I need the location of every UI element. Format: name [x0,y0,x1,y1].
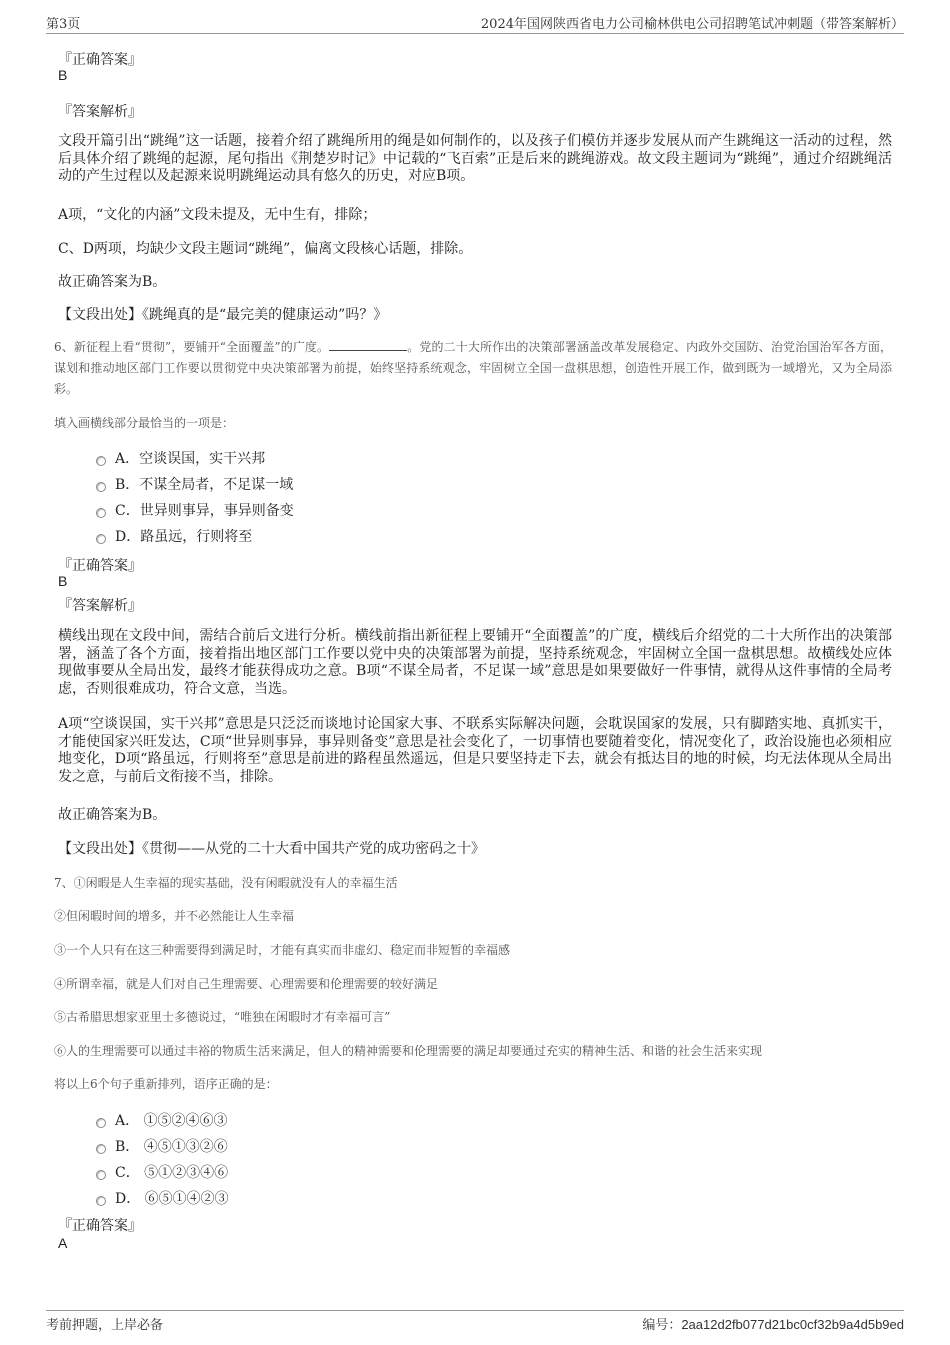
question-7-sentence: ⑥人的生理需要可以通过丰裕的物质生活来满足，但人的精神需要和伦理需要的满足却要通过充实的精神生活、和谐的社会生活来实现 [54,1044,763,1058]
option-c[interactable]: C．世异则事异，事异则备变 [115,503,294,519]
question-7-sentence: ③一个人只有在这三种需要得到满足时，才能有真实而非虚幻、稳定而非短暂的幸福感 [54,943,511,957]
option-b[interactable]: B．不谋全局者，不足谋一域 [115,477,294,493]
analysis-label: 『答案解析』 [58,104,142,120]
footer-divider [46,1310,904,1311]
analysis-label: 『答案解析』 [58,598,142,614]
analysis-paragraph: A项，“文化的内涵”文段未提及，无中生有，排除； [58,207,377,223]
document-code-value: 2aa12d2fb077d21bc0cf32b9a4d5b9ed [681,1317,904,1332]
page-number: 第3页 [46,17,81,32]
option-radio-d[interactable] [96,534,106,544]
analysis-conclusion: 故正确答案为B。 [58,807,167,823]
question-7-sentence: 7、①闲暇是人生幸福的现实基础，没有闲暇就没有人的幸福生活 [54,876,398,890]
analysis-conclusion: 故正确答案为B。 [58,274,167,290]
stem-text: 6、新征程上看“贯彻”，要铺开“全面覆盖”的广度。 [54,340,330,354]
option-c[interactable]: C． ⑤①②③④⑥ [115,1165,229,1181]
fill-blank-line [329,339,407,351]
document-code [642,1314,904,1333]
option-radio-c[interactable] [96,508,106,518]
option-radio-b[interactable] [96,1144,106,1154]
question-7-sentence: ⑤古希腊思想家亚里士多德说过，“唯独在闲暇时才有幸福可言” [54,1010,391,1024]
analysis-paragraph: A项“空谈误国，实干兴邦”意思是只泛泛而谈地讨论国家大事、不联系实际解决问题，会耽误国家的发展，只有脚踏实地、真抓实干，才能使国家兴旺发达，C项“世异则事异，事异则备变”意思是社会变化了，一切事情也要随着变化，情况变化了，政治设施也必须相应地变化，D项“路虽远，行则将至”意思是前进的路程虽然遥远，但是只要坚持走下去，就会有抵达目的地的时候，均无法体现从全局出发之意，与前后文衔接不当，排除。 [58,716,892,785]
option-d[interactable]: D． ⑥⑤①④②③ [115,1191,229,1207]
option-b[interactable]: B． ④⑤①③②⑥ [115,1139,228,1155]
correct-answer-value: A [58,1235,68,1251]
analysis-paragraph: 文段开篇引出“跳绳”这一话题，接着介绍了跳绳所用的绳是如何制作的，以及孩子们模仿并逐步发展从而产生跳绳这一活动的过程，然后具体介绍了跳绳的起源，尾句指出《荆楚岁时记》中记载的“飞百索”正是后来的跳绳游戏。故文段主题词为“跳绳”，通过介绍跳绳活动的产生过程以及起源来说明跳绳运动具有悠久的历史，对应B项。 [58,133,892,184]
analysis-paragraph: 横线出现在文段中间，需结合前后文进行分析。横线前指出新征程上要铺开“全面覆盖”的广度，横线后介绍党的二十大所作出的决策部署，涵盖了各个方面，接着指出地区部门工作要以党中央的决策部署为前提，坚持系统观念，牢固树立全国一盘棋思想。故横线处应体现做事要从全局出发，最终才能获得成功之意。B项“不谋全局者，不足谋一域”意思是如果要做好一件事情，就得从这件事情的全局考虑，否则很难成功，符合文意，当选。 [58,628,892,697]
correct-answer-label: 『正确答案』 [58,558,142,574]
option-radio-c[interactable] [96,1170,106,1180]
question-6-stem [54,337,892,400]
document-code-label: 编号： [642,1318,682,1333]
option-d[interactable]: D．路虽远，行则将至 [115,529,253,545]
footer-slogan: 考前押题，上岸必备 [46,1318,164,1333]
option-radio-a[interactable] [96,1118,106,1128]
option-radio-b[interactable] [96,482,106,492]
question-prompt: 填入画横线部分最恰当的一项是： [54,416,235,430]
option-radio-a[interactable] [96,456,106,466]
question-7-sentence: ②但闲暇时间的增多，并不必然能让人生幸福 [54,909,295,923]
option-a[interactable]: A．空谈误国，实干兴邦 [115,451,266,467]
passage-source: 【文段出处】《贯彻——从党的二十大看中国共产党的成功密码之十》 [58,841,485,857]
question-prompt: 将以上6个句子重新排列，语序正确的是： [54,1077,278,1091]
document-title: 2024年国网陕西省电力公司榆林供电公司招聘笔试冲刺题（带答案解析） [480,17,904,32]
analysis-paragraph: C、D两项，均缺少文段主题词“跳绳”，偏离文段核心话题，排除。 [58,241,473,257]
correct-answer-value: B [58,67,68,83]
correct-answer-label: 『正确答案』 [58,52,142,68]
option-radio-d[interactable] [96,1196,106,1206]
header-divider [46,33,904,34]
option-a[interactable]: A． ①⑤②④⑥③ [115,1113,228,1129]
question-7-sentence: ④所谓幸福，就是人们对自己生理需要、心理需要和伦理需要的较好满足 [54,977,439,991]
correct-answer-value: B [58,573,68,589]
correct-answer-label: 『正确答案』 [58,1218,142,1234]
passage-source: 【文段出处】《跳绳真的是“最完美的健康运动”吗？》 [58,307,388,323]
stem-text: 。党的二十大所作出的决策部署涵盖改革发展稳定、内政外交国防、治党治国治军各方面，谋划和推动地区部门工作要以贯彻党中央决策部署为前提，始终坚持系统观念，牢固树立全国一盘棋思想，创造性开展工作，做到既为一域增光，又为全局添彩。 [54,340,892,396]
